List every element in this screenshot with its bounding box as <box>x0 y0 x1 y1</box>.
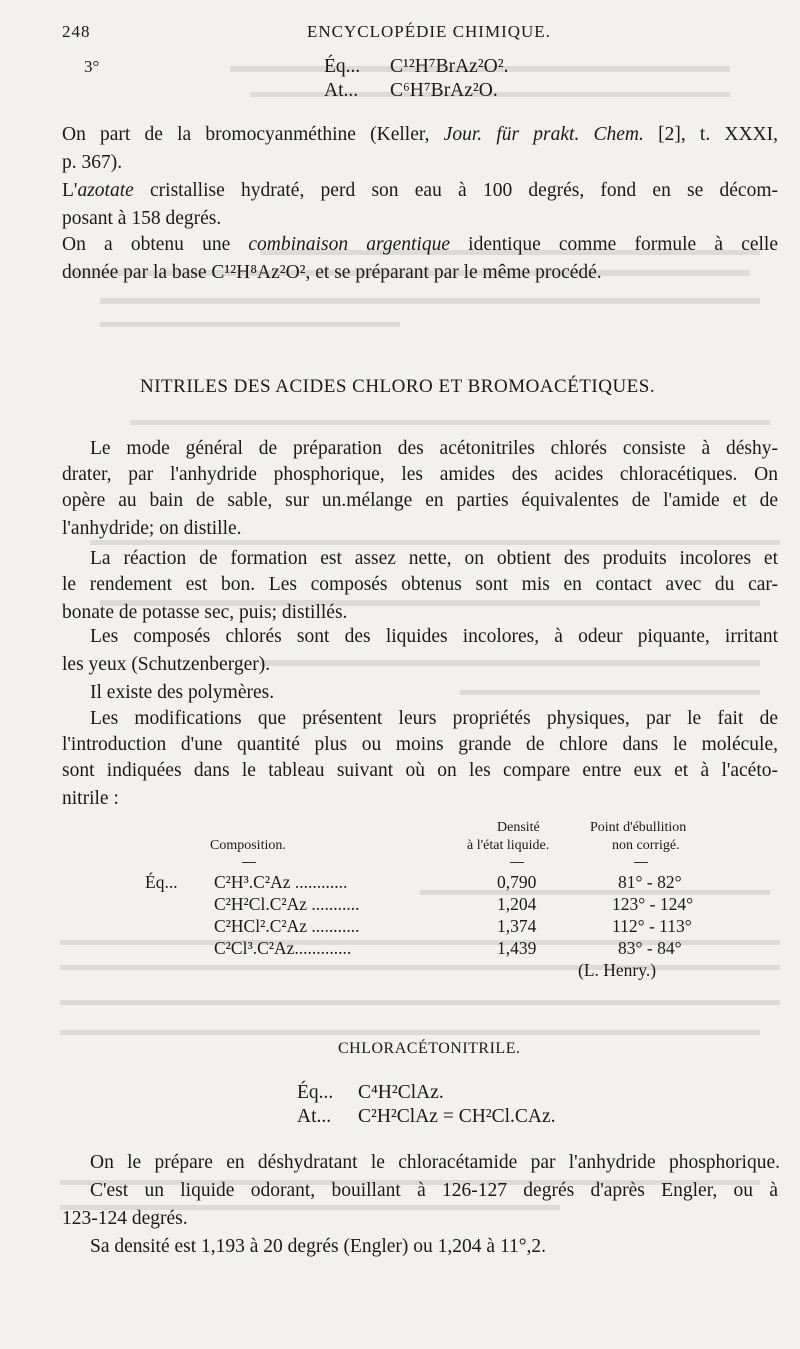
paragraph-line: 123-124 degrés. <box>62 1208 188 1229</box>
paragraph-line: p. 367). <box>62 152 123 173</box>
table-cell-formula: C²HCl².C²Az ........... <box>214 916 360 936</box>
paragraph-line: l'introduction d'une quantité plus ou moins grande de chlore dans le molécule, <box>62 734 778 755</box>
table-header-composition: Composition. <box>210 838 286 853</box>
paragraph-line: les yeux (Schutzenberger). <box>62 654 271 675</box>
formula-at: C²H²ClAz = CH²Cl.CAz. <box>358 1106 556 1127</box>
paragraph-line: nitrile : <box>62 788 119 809</box>
term-italic: combinaison argentique <box>248 234 450 255</box>
paragraph-line: Sa densité est 1,193 à 20 degrés (Engler) ou 1,204 à 11°,2. <box>90 1236 547 1257</box>
paragraph-line: On le prépare en déshydratant le chloracétamide par l'anhydride phosphorique. <box>90 1152 780 1173</box>
table-row-label: Éq... <box>145 872 178 892</box>
text-run: cristallise hydraté, perd son eau à 100 degrés, fond en se décom- <box>150 180 778 201</box>
paragraph-line: Les composés chlorés sont des liquides incolores, à odeur piquante, irritant <box>90 626 778 647</box>
table-cell-formula: C²H³.C²Az ............ <box>214 872 348 892</box>
formula-at-label: At... <box>297 1106 332 1127</box>
text-run: [2], t. XXXI, <box>658 124 779 145</box>
table-cell-boiling: 112° - 113° <box>612 916 692 936</box>
text-run: On a obtenu une <box>62 234 231 255</box>
table-cell-density: 1,439 <box>497 938 537 958</box>
section-heading: NITRILES DES ACIDES CHLORO ET BROMOACÉTIQUES. <box>140 376 656 397</box>
table-cell-density: 0,790 <box>497 872 537 892</box>
table-cell-density: 1,204 <box>497 894 537 914</box>
formula-at-label: At... <box>324 80 359 101</box>
formula-eq-label: Éq... <box>297 1082 334 1103</box>
paragraph-line <box>62 234 778 256</box>
table-dash <box>242 862 256 863</box>
formula-at: C⁶H⁷BrAz²O. <box>390 80 498 101</box>
section-heading: CHLORACÉTONITRILE. <box>338 1040 521 1057</box>
paragraph-line: donnée par la base C¹²H⁸Az²O², et se préparant par le même procédé. <box>62 262 602 283</box>
paragraph-line: opère au bain de sable, sur un.mélange en parties équivalentes de l'amide et de <box>62 490 778 511</box>
table-dash <box>510 862 524 863</box>
paragraph-line: La réaction de formation est assez nette, on obtient des produits incolores et <box>90 548 778 569</box>
formula-eq: C¹²H⁷BrAz²O². <box>390 56 509 77</box>
paragraph-line: Il existe des polymères. <box>90 682 275 703</box>
table-cell-boiling: 81° - 82° <box>618 872 682 892</box>
paragraph-line <box>62 180 778 202</box>
table-dash <box>634 862 648 863</box>
paragraph-line <box>62 124 778 146</box>
formula-eq-label: Éq... <box>324 56 361 77</box>
formula-eq: C⁴H²ClAz. <box>358 1082 444 1103</box>
table-source: (L. Henry.) <box>578 960 657 980</box>
paragraph-line: l'anhydride; on distille. <box>62 518 242 539</box>
table-cell-formula: C²Cl³.C²Az............. <box>214 938 352 958</box>
text-run: identique comme formule à celle <box>468 234 778 255</box>
table-header-boil-2: non corrigé. <box>612 838 680 853</box>
paragraph-line: C'est un liquide odorant, bouillant à 126-127 degrés d'après Engler, ou à <box>90 1180 778 1201</box>
table-cell-density: 1,374 <box>497 916 537 936</box>
table-header-density-2: à l'état liquide. <box>467 838 550 853</box>
formula-number: 3° <box>84 57 100 76</box>
table-cell-formula: C²H²Cl.C²Az ........... <box>214 894 360 914</box>
paragraph-line: drater, par l'anhydride phosphorique, les amides des acides chloracétiques. On <box>62 464 778 485</box>
table-header-boil-1: Point d'ébullition <box>590 820 687 835</box>
term-italic: azotate <box>77 180 134 201</box>
paragraph-line: Le mode général de préparation des acétonitriles chlorés consiste à déshy- <box>90 438 778 459</box>
table-header-density-1: Densité <box>497 820 540 835</box>
text-run: On part de la bromocyanméthine (Keller, <box>62 124 430 145</box>
page-number: 248 <box>62 22 91 41</box>
paragraph-line: Les modifications que présentent leurs propriétés physiques, par le fait de <box>90 708 778 729</box>
paragraph-line: le rendement est bon. Les composés obtenus sont mis en contact avec du car- <box>62 574 778 595</box>
paragraph-line: sont indiquées dans le tableau suivant où on les compare entre eux et à l'acéto- <box>62 760 778 781</box>
table-cell-boiling: 83° - 84° <box>618 938 682 958</box>
paragraph-line: posant à 158 degrés. <box>62 208 222 229</box>
running-title: ENCYCLOPÉDIE CHIMIQUE. <box>307 22 551 41</box>
text-run: L' <box>62 180 78 201</box>
paragraph-line: bonate de potasse sec, puis; distillés. <box>62 602 348 623</box>
journal-title: Jour. für prakt. Chem. <box>443 124 644 145</box>
table-cell-boiling: 123° - 124° <box>612 894 694 914</box>
